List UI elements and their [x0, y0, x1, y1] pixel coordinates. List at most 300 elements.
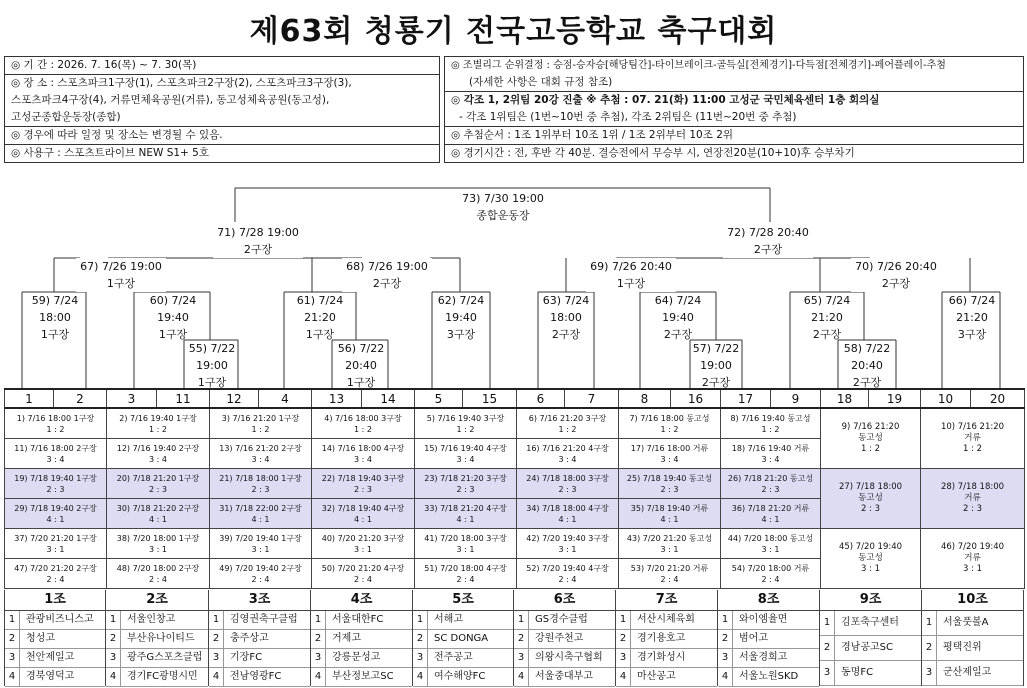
match-time: 39) 7/20 19:40 1구장	[219, 533, 302, 543]
schedule-cell-g9	[821, 529, 921, 589]
team-name: 평택진위	[943, 642, 982, 653]
team-seed-number: 3	[616, 649, 631, 667]
schedule-cell	[107, 469, 210, 499]
match-pairing: 3 : 1	[660, 544, 679, 554]
team-name: 의왕시축구협회	[535, 652, 603, 663]
group-team-row	[820, 636, 921, 661]
team-name: 서해고	[434, 614, 463, 625]
group-name: 5조	[413, 590, 513, 611]
bracket-slot: 1	[5, 389, 54, 408]
schedule-cell	[619, 559, 721, 589]
bracket-slot: 12	[210, 389, 259, 408]
info-ball: ◎ 사용구 : 스포츠트라이브 NEW S1+ 5호	[5, 145, 440, 163]
group-team-row	[311, 611, 412, 630]
team-seed-number: 3	[820, 661, 835, 685]
group-8	[718, 590, 820, 686]
match-time: 7) 7/16 18:00 동고성	[629, 413, 710, 423]
bracket-match-59	[10, 292, 100, 343]
match-pairing: 3 : 4	[456, 454, 475, 464]
match-time: 54) 7/20 18:00 거류	[731, 563, 810, 573]
group-team-row	[5, 668, 105, 687]
schedule-cell	[619, 529, 721, 559]
group-team-row	[5, 630, 105, 649]
info-venue-line3: 고성군종합운동장(종합)	[5, 109, 440, 127]
match-time: 36) 7/18 21:20 거류	[731, 503, 810, 513]
group-team-row	[820, 611, 921, 636]
bracket-match-line: 65) 7/24	[803, 294, 851, 307]
match-time: 31) 7/18 22:00 2구장	[219, 503, 302, 513]
bracket-match-line: 57) 7/22	[692, 342, 740, 355]
team-seed-number: 2	[616, 630, 631, 648]
bracket-match-65	[782, 292, 872, 343]
match-time: 49) 7/20 19:40 2구장	[219, 563, 302, 573]
match-pairing: 2 : 4	[558, 574, 577, 584]
bracket-match-line: 20:40	[345, 359, 377, 372]
team-name: 와이엠율면	[739, 614, 788, 625]
team-seed-number: 1	[413, 611, 428, 629]
group-team-row	[514, 649, 615, 668]
team-name: 경기용호고	[637, 633, 686, 644]
team-name: 여수해양FC	[434, 671, 486, 682]
bracket-match-line: 21:20	[304, 311, 336, 324]
group-team-row	[311, 630, 412, 649]
bracket-match-line: 2구장	[663, 328, 693, 341]
team-seed-number: 2	[820, 636, 835, 660]
schedule-cell	[312, 529, 415, 559]
group-team-row	[514, 611, 615, 630]
bracket-match-72	[723, 224, 813, 258]
match-time: 33) 7/18 21:20 4구장	[424, 503, 507, 513]
schedule-cell	[210, 408, 312, 439]
group-name: 4조	[311, 590, 412, 611]
match-pairing: 1 : 2	[761, 424, 780, 434]
team-name: 서울중대부고	[535, 671, 593, 682]
match-time: 40) 7/20 21:20 3구장	[321, 533, 405, 543]
group-team-row	[311, 649, 412, 668]
group-team-row	[209, 630, 310, 649]
team-seed-number: 4	[5, 668, 20, 686]
group-name: 8조	[718, 590, 819, 611]
group-team-row	[413, 630, 513, 649]
bracket-slot-row	[5, 389, 1025, 408]
group-team-row	[922, 611, 1023, 636]
schedule-cell	[5, 559, 107, 589]
team-seed-number: 2	[922, 636, 937, 660]
match-pairing: 1 : 2	[149, 424, 167, 434]
team-seed-number: 1	[209, 611, 224, 629]
group-name: 7조	[616, 590, 717, 611]
bracket-slot: 14	[362, 389, 415, 408]
group-9	[820, 590, 922, 686]
schedule-cell	[415, 469, 517, 499]
bracket-match-line: 1구장	[158, 328, 188, 341]
bracket-match-line: 64) 7/24	[654, 294, 702, 307]
match-pairing: 1 : 2	[456, 424, 475, 434]
bracket-match-line: 60) 7/24	[149, 294, 197, 307]
match-pairing: 4 : 1	[354, 514, 372, 524]
schedule-cell	[415, 408, 517, 439]
match-pairing: 4 : 1	[660, 514, 679, 524]
team-name: SC DONGA	[434, 633, 489, 644]
match-time: 44) 7/20 18:00 동고성	[727, 533, 814, 543]
schedule-cell	[619, 439, 721, 469]
team-seed-number: 1	[616, 611, 631, 629]
info-box-left	[4, 56, 440, 163]
match-time: 51) 7/20 18:00 4구장	[424, 563, 507, 573]
match-time: 26) 7/18 21:20 동고성	[727, 473, 814, 483]
team-seed-number: 1	[922, 611, 937, 635]
bracket-slot: 2	[54, 389, 107, 408]
team-seed-number: 2	[311, 630, 326, 648]
info-ranking-note: (자세한 사항은 대회 규정 참조)	[445, 74, 1024, 92]
bracket-slot: 9	[771, 389, 821, 408]
schedule-cell	[312, 499, 415, 529]
bracket-match-73	[458, 190, 548, 224]
bracket-match-line: 70) 7/26 20:40	[855, 260, 937, 273]
bracket-match-61	[275, 292, 365, 343]
schedule-cell	[5, 408, 107, 439]
match-pairing: 3 : 1	[456, 544, 475, 554]
match-pairing: 3 : 1	[761, 544, 780, 554]
schedule-cell	[312, 439, 415, 469]
bracket-match-57	[671, 340, 761, 391]
group-name: 3조	[209, 590, 310, 611]
schedule-cell	[517, 469, 619, 499]
match-time: 38) 7/20 18:00 1구장	[116, 533, 200, 543]
team-name: 경남공고SC	[841, 642, 893, 653]
team-name: 광주G스포츠클럽	[127, 652, 203, 663]
group-team-row	[106, 611, 208, 630]
match-pairing: 2 : 4	[660, 574, 679, 584]
team-seed-number: 1	[311, 611, 326, 629]
bracket-match-71	[213, 224, 303, 258]
match-time: 43) 7/20 21:20 동고성	[626, 533, 713, 543]
match-pairing: 4 : 1	[251, 514, 270, 524]
bracket-slot: 17	[721, 389, 771, 408]
match-time: 34) 7/18 18:00 4구장	[526, 503, 609, 513]
match-time: 13) 7/16 21:20 2구장	[219, 443, 302, 453]
small-group-line: 28) 7/18 18:00	[940, 482, 1005, 492]
bracket-match-line: 68) 7/26 19:00	[346, 260, 428, 273]
group-team-row	[413, 611, 513, 630]
team-name: 서울대한FC	[332, 614, 384, 625]
small-group-line: 3 : 1	[860, 564, 881, 574]
match-time: 11) 7/16 18:00 2구장	[14, 443, 97, 453]
match-time: 47) 7/20 21:20 2구장	[14, 563, 97, 573]
team-name: 관광비즈니스고	[26, 614, 94, 625]
match-time: 24) 7/18 18:00 3구장	[526, 473, 609, 483]
schedule-cell	[107, 408, 210, 439]
schedule-cell	[517, 499, 619, 529]
schedule-cell	[517, 559, 619, 589]
schedule-cell	[721, 439, 821, 469]
bracket-match-63	[521, 292, 611, 343]
match-pairing: 1 : 2	[354, 424, 372, 434]
bracket-match-line: 58) 7/22	[843, 342, 891, 355]
info-change-notice: ◎ 경우에 따라 일정 및 장소는 변경될 수 있음.	[5, 127, 440, 145]
match-pairing: 3 : 1	[46, 544, 65, 554]
schedule-cell	[210, 439, 312, 469]
schedule-cell	[312, 469, 415, 499]
group-4	[311, 590, 413, 686]
schedule-cell-g10	[921, 469, 1025, 529]
schedule-cell	[517, 529, 619, 559]
group-2	[106, 590, 209, 686]
bracket-match-line: 56) 7/22	[337, 342, 385, 355]
match-time: 21) 7/18 18:00 1구장	[219, 473, 302, 483]
team-name: 서산시체육회	[637, 614, 695, 625]
group-team-row	[5, 611, 105, 630]
schedule-row	[5, 529, 1025, 559]
small-group-line: 동고성	[858, 493, 883, 503]
bracket-match-line: 55) 7/22	[188, 342, 236, 355]
team-name: 서울경희고	[739, 652, 788, 663]
match-pairing: 2 : 3	[251, 484, 270, 494]
bracket-slot: 4	[259, 389, 312, 408]
team-seed-number: 2	[209, 630, 224, 648]
schedule-cell	[619, 408, 721, 439]
team-name: 부산유나이티드	[127, 633, 195, 644]
team-seed-number: 3	[922, 661, 937, 685]
schedule-cell-g10	[921, 408, 1025, 469]
bracket-match-line: 1구장	[346, 376, 376, 389]
bracket-match-line: 3구장	[446, 328, 476, 341]
team-name: 기장FC	[230, 652, 263, 663]
small-group-line: 1 : 2	[860, 444, 881, 454]
bracket-match-line: 71) 7/28 19:00	[217, 226, 299, 239]
match-time: 30) 7/18 21:20 2구장	[116, 503, 200, 513]
bracket-match-68	[342, 258, 432, 292]
match-pairing: 2 : 3	[660, 484, 679, 494]
match-time: 32) 7/18 19:40 4구장	[321, 503, 405, 513]
bracket-match-line: 1구장	[106, 277, 136, 290]
match-pairing: 2 : 3	[558, 484, 577, 494]
bracket-match-line: 20:40	[851, 359, 883, 372]
small-group-line: 45) 7/20 19:40	[838, 542, 903, 552]
schedule-cell	[5, 529, 107, 559]
team-seed-number: 3	[718, 649, 733, 667]
match-time: 8) 7/16 19:40 동고성	[730, 413, 811, 423]
info-venue-line2: 스포츠파크4구장(4), 거류면체육공원(거류), 동고성체육공원(동고성),	[5, 92, 440, 109]
group-team-row	[209, 649, 310, 668]
bracket-match-70	[851, 258, 941, 292]
match-time: 29) 7/18 19:40 2구장	[14, 503, 97, 513]
group-team-row	[514, 668, 615, 687]
match-pairing: 4 : 1	[149, 514, 167, 524]
team-name: GS경수클럽	[535, 614, 588, 625]
match-pairing: 2 : 3	[456, 484, 475, 494]
match-time: 4) 7/16 18:00 3구장	[324, 413, 402, 423]
bracket-match-line: 19:00	[700, 359, 732, 372]
schedule-cell	[210, 499, 312, 529]
team-seed-number: 1	[718, 611, 733, 629]
team-seed-number: 3	[5, 649, 20, 667]
group-10	[922, 590, 1024, 686]
small-group-line: 2 : 3	[860, 504, 881, 514]
match-pairing: 4 : 1	[761, 514, 780, 524]
small-group-line: 동고성	[858, 553, 883, 563]
match-time: 53) 7/20 21:20 거류	[630, 563, 709, 573]
page-title: 제63회 청룡기 전국고등학교 축구대회	[249, 14, 778, 49]
bracket-match-line: 63) 7/24	[542, 294, 590, 307]
small-group-line: 거류	[964, 553, 981, 563]
team-seed-number: 4	[514, 668, 529, 686]
match-time: 20) 7/18 21:20 1구장	[116, 473, 200, 483]
match-time: 37) 7/20 21:20 1구장	[14, 533, 97, 543]
bracket-match-64	[633, 292, 723, 343]
team-seed-number: 2	[718, 630, 733, 648]
team-seed-number: 1	[820, 611, 835, 635]
schedule-cell	[721, 499, 821, 529]
bracket-match-line: 2구장	[881, 277, 911, 290]
team-name: 전주공고	[434, 652, 473, 663]
match-time: 1) 7/16 18:00 1구장	[16, 413, 95, 423]
bracket-match-line: 2구장	[701, 376, 731, 389]
small-group-line: 거류	[964, 433, 981, 443]
bracket-slot: 6	[517, 389, 565, 408]
team-seed-number: 2	[413, 630, 428, 648]
small-group-line: 46) 7/20 19:40	[940, 542, 1005, 552]
schedule-cell	[5, 469, 107, 499]
match-pairing: 2 : 4	[149, 574, 167, 584]
team-name: 경기화성시	[637, 652, 686, 663]
group-team-row	[922, 636, 1023, 661]
team-name: 김영권축구클럽	[230, 614, 298, 625]
group-7	[616, 590, 718, 686]
match-time: 19) 7/18 19:40 1구장	[14, 473, 97, 483]
team-seed-number: 3	[413, 649, 428, 667]
group-1	[4, 590, 106, 686]
match-pairing: 3 : 4	[251, 454, 270, 464]
match-time: 6) 7/16 21:20 3구장	[528, 413, 607, 423]
bracket-match-line: 61) 7/24	[296, 294, 344, 307]
team-seed-number: 4	[209, 668, 224, 686]
match-pairing: 3 : 4	[761, 454, 780, 464]
match-pairing: 2 : 3	[761, 484, 780, 494]
match-pairing: 3 : 1	[558, 544, 577, 554]
group-team-row	[311, 668, 412, 687]
match-pairing: 3 : 4	[354, 454, 372, 464]
bracket-match-line: 59) 7/24	[31, 294, 79, 307]
team-name: 전남영광FC	[230, 671, 282, 682]
small-group-line: 9) 7/16 21:20	[841, 422, 900, 432]
match-pairing: 1 : 2	[660, 424, 679, 434]
match-pairing: 4 : 1	[456, 514, 475, 524]
group-team-row	[718, 649, 819, 668]
group-name: 9조	[820, 590, 921, 611]
bracket-match-line: 2구장	[372, 277, 402, 290]
small-group-line: 27) 7/18 18:00	[838, 482, 903, 492]
info-draw-order: ◎ 추첨순서 : 1조 1위부터 10조 1위 / 1조 2위부터 10조 2위	[445, 127, 1024, 145]
schedule-cell-g9	[821, 408, 921, 469]
schedule-cell	[107, 499, 210, 529]
bracket-slot: 11	[157, 389, 210, 408]
schedule-row	[5, 469, 1025, 499]
group-name: 6조	[514, 590, 615, 611]
team-name: 강릉문성고	[332, 652, 381, 663]
team-seed-number: 4	[106, 668, 121, 686]
small-group-line: 거류	[964, 493, 981, 503]
info-venue-line1: ◎ 장 소 : 스포츠파크1구장(1), 스포츠파크2구장(2), 스포츠파크3구장(3),	[5, 75, 440, 93]
bracket-match-line: 18:00	[39, 311, 71, 324]
bracket-slot: 7	[565, 389, 619, 408]
match-pairing: 2 : 4	[251, 574, 270, 584]
match-pairing: 3 : 4	[660, 454, 679, 464]
bracket-slot: 16	[671, 389, 721, 408]
schedule-cell	[107, 439, 210, 469]
team-seed-number: 1	[106, 611, 121, 629]
group-list	[4, 590, 1024, 686]
schedule-cell-g9	[821, 469, 921, 529]
team-name: 마산공고	[637, 671, 676, 682]
team-name: 청성고	[26, 633, 55, 644]
bracket-match-69	[586, 258, 676, 292]
group-team-row	[209, 668, 310, 687]
schedule-cell	[312, 559, 415, 589]
info-advance: ◎ 각조 1, 2위팀 20강 진출 ※ 추첨 : 07. 21(화) 11:00 고성군 국민체육센터 1층 회의실	[445, 92, 1024, 110]
team-name: 군산제일고	[943, 667, 992, 678]
group-team-row	[413, 668, 513, 687]
bracket-match-line: 1구장	[616, 277, 646, 290]
match-pairing: 2 : 4	[354, 574, 372, 584]
match-time: 3) 7/16 21:20 1구장	[221, 413, 300, 423]
team-name: 경북영덕고	[26, 671, 75, 682]
bracket-slot: 15	[463, 389, 517, 408]
match-time: 16) 7/16 21:20 4구장	[526, 443, 609, 453]
bracket-match-line: 21:20	[811, 311, 843, 324]
bracket-match-60	[128, 292, 218, 343]
bracket-match-line: 73) 7/30 19:00	[462, 192, 544, 205]
team-name: 범어고	[739, 633, 768, 644]
schedule-cell	[415, 529, 517, 559]
team-seed-number: 2	[5, 630, 20, 648]
bracket-match-56	[316, 340, 406, 391]
match-time: 35) 7/18 19:40 거류	[630, 503, 709, 513]
bracket-match-62	[416, 292, 506, 343]
group-5	[413, 590, 514, 686]
group-team-row	[413, 649, 513, 668]
team-name: 천안제일고	[26, 652, 75, 663]
bracket-slot: 20	[971, 389, 1025, 408]
match-pairing: 2 : 3	[149, 484, 167, 494]
schedule-cell	[312, 408, 415, 439]
match-pairing: 2 : 4	[761, 574, 780, 584]
bracket-slot: 8	[619, 389, 671, 408]
match-time: 41) 7/20 18:00 3구장	[424, 533, 507, 543]
team-name: 김포축구센터	[841, 617, 899, 628]
team-name: 부산정보고SC	[332, 671, 394, 682]
info-ranking-rule: ◎ 조별리그 순위결정 : 승점-승자승[해당팀간]-타이브레이크-골득실[전체경기]-다득점[전체경기]-페어플레이-추첨	[445, 57, 1024, 75]
bracket-match-line: 2구장	[243, 243, 273, 256]
bracket-match-line: 19:40	[157, 311, 189, 324]
bracket-slot: 19	[869, 389, 921, 408]
schedule-cell	[721, 408, 821, 439]
info-period: ◎ 기 간 : 2026. 7. 16(목) ~ 7. 30(목)	[5, 57, 440, 75]
bracket-match-line: 2구장	[753, 243, 783, 256]
team-seed-number: 2	[514, 630, 529, 648]
match-time: 25) 7/18 19:40 동고성	[626, 473, 713, 483]
bracket-match-line: 19:00	[196, 359, 228, 372]
team-seed-number: 3	[106, 649, 121, 667]
team-seed-number: 1	[514, 611, 529, 629]
small-group-line: 동고성	[858, 433, 883, 443]
team-name: 동명FC	[841, 667, 874, 678]
bracket-match-line: 종합운동장	[476, 209, 530, 222]
bracket-match-line: 1구장	[197, 376, 227, 389]
team-name: 서울풋볼A	[943, 617, 989, 628]
bracket-slot: 3	[107, 389, 157, 408]
group-team-row	[718, 668, 819, 687]
